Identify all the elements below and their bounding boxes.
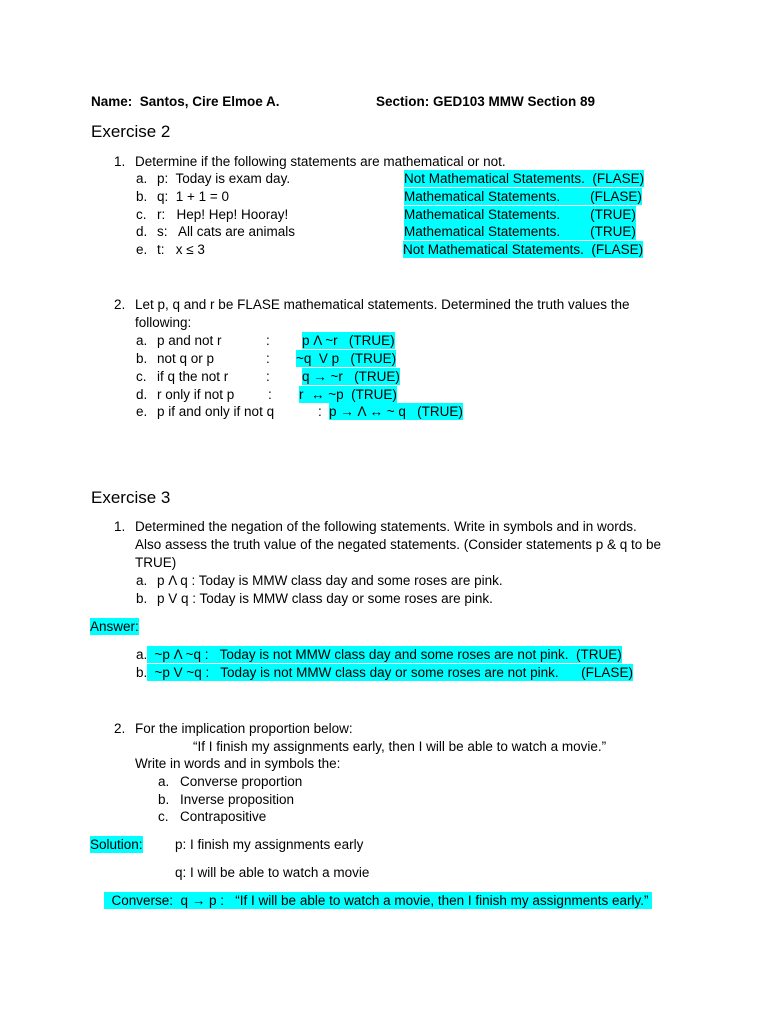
item-letter: c. (158, 809, 169, 824)
e3-q2-number: 2. (114, 721, 126, 736)
q1-prompt: Determine if the following statements are mathematical or not. (135, 154, 506, 169)
item-answer: Not Mathematical Statements. (FLASE) (404, 171, 645, 186)
item-letter: a. (136, 647, 148, 662)
item-statement: r only if not p (157, 387, 235, 402)
q2-prompt-line-1: Let p, q and r be FLASE mathematical statements. Determined the truth values the (135, 297, 630, 312)
item-letter: a. (136, 171, 148, 186)
item-letter: d. (136, 224, 148, 239)
item-letter: d. (136, 387, 148, 402)
item-answer: Mathematical Statements. (TRUE) (404, 224, 636, 239)
e3-q1-line-2: Also assess the truth value of the negated statements. (Consider statements p & q to be (135, 537, 662, 552)
item-answer: p → Λ ↔ ~ q (TRUE) (329, 404, 463, 419)
exercise-2-title: Exercise 2 (91, 122, 171, 141)
item-statement: p and not r (157, 333, 222, 348)
solution-label: Solution: (90, 837, 143, 852)
q1-number: 1. (114, 154, 126, 169)
item-letter: a. (136, 333, 148, 348)
student-name: Name: Santos, Cire Elmoe A. (91, 94, 280, 109)
section-label: Section: GED103 MMW Section 89 (376, 94, 596, 109)
item-answer: p Λ ~r (TRUE) (302, 333, 395, 348)
item-answer: Mathematical Statements. (TRUE) (404, 207, 636, 222)
item-statement: if q the not r (157, 369, 229, 384)
item-letter: c. (136, 207, 147, 222)
item-colon: : (266, 333, 270, 348)
item-letter: e. (136, 404, 148, 419)
item-answer: q → ~r (TRUE) (302, 369, 400, 384)
q-definition: q: I will be able to watch a movie (175, 865, 370, 880)
item-letter: b. (136, 591, 148, 606)
item-statement: p V q : Today is MMW class day or some roses are pink. (157, 591, 493, 606)
item-letter: c. (136, 369, 147, 384)
item-colon: : (268, 387, 272, 402)
q2-prompt-line-2: following: (135, 315, 192, 330)
item-answer: Mathematical Statements. (FLASE) (404, 189, 642, 204)
item-statement: s: All cats are animals (157, 224, 296, 239)
item-colon: : (318, 404, 322, 419)
item-statement: p if and only if not q (157, 404, 275, 419)
item-letter: b. (136, 189, 148, 204)
converse-statement: Converse: q → p : “If I will be able to watch a movie, then I finish my assignments early.” (104, 893, 653, 908)
item-answer: ~q V p (TRUE) (296, 351, 397, 366)
item-statement: r: Hep! Hep! Hooray! (157, 207, 289, 222)
item-letter: b. (136, 665, 148, 680)
item-answer: r ↔ ~p (TRUE) (299, 387, 397, 402)
exercise-3-title: Exercise 3 (91, 488, 171, 507)
answer-label: Answer: (90, 619, 139, 634)
item-statement: t: x ≤ 3 (157, 242, 205, 257)
item-statement: p Λ q : Today is MMW class day and some roses are pink. (157, 573, 503, 588)
item-colon: : (266, 351, 270, 366)
item-statement: q: 1 + 1 = 0 (157, 189, 230, 204)
item-answer: Not Mathematical Statements. (FLASE) (403, 242, 644, 257)
item-statement: not q or p (157, 351, 215, 366)
item-text: Converse proportion (180, 774, 303, 789)
item-letter: a. (136, 573, 148, 588)
e3-q1-line-3: TRUE) (135, 555, 177, 570)
e3-q1-number: 1. (114, 519, 126, 534)
e3-q2-quote: “If I finish my assignments early, then I will be able to watch a movie.” (193, 739, 607, 754)
p-definition: p: I finish my assignments early (175, 837, 364, 852)
e3-q1-line-1: Determined the negation of the following statements. Write in symbols and in words. (135, 519, 637, 534)
item-letter: b. (158, 792, 170, 807)
answer-text: ~p Λ ~q : Today is not MMW class day and some roses are not pink. (TRUE) (147, 647, 622, 662)
item-text: Contrapositive (180, 809, 267, 824)
item-statement: p: Today is exam day. (157, 171, 291, 186)
e3-q2-line-1: For the implication proportion below: (135, 721, 353, 736)
item-text: Inverse proposition (180, 792, 295, 807)
item-colon: : (266, 369, 270, 384)
answer-text: ~p V ~q : Today is not MMW class day or some roses are not pink. (FLASE) (147, 665, 633, 680)
q2-number: 2. (114, 297, 126, 312)
item-letter: b. (136, 351, 148, 366)
item-letter: e. (136, 242, 148, 257)
item-letter: a. (158, 774, 170, 789)
e3-q2-line-3: Write in words and in symbols the: (135, 756, 341, 771)
